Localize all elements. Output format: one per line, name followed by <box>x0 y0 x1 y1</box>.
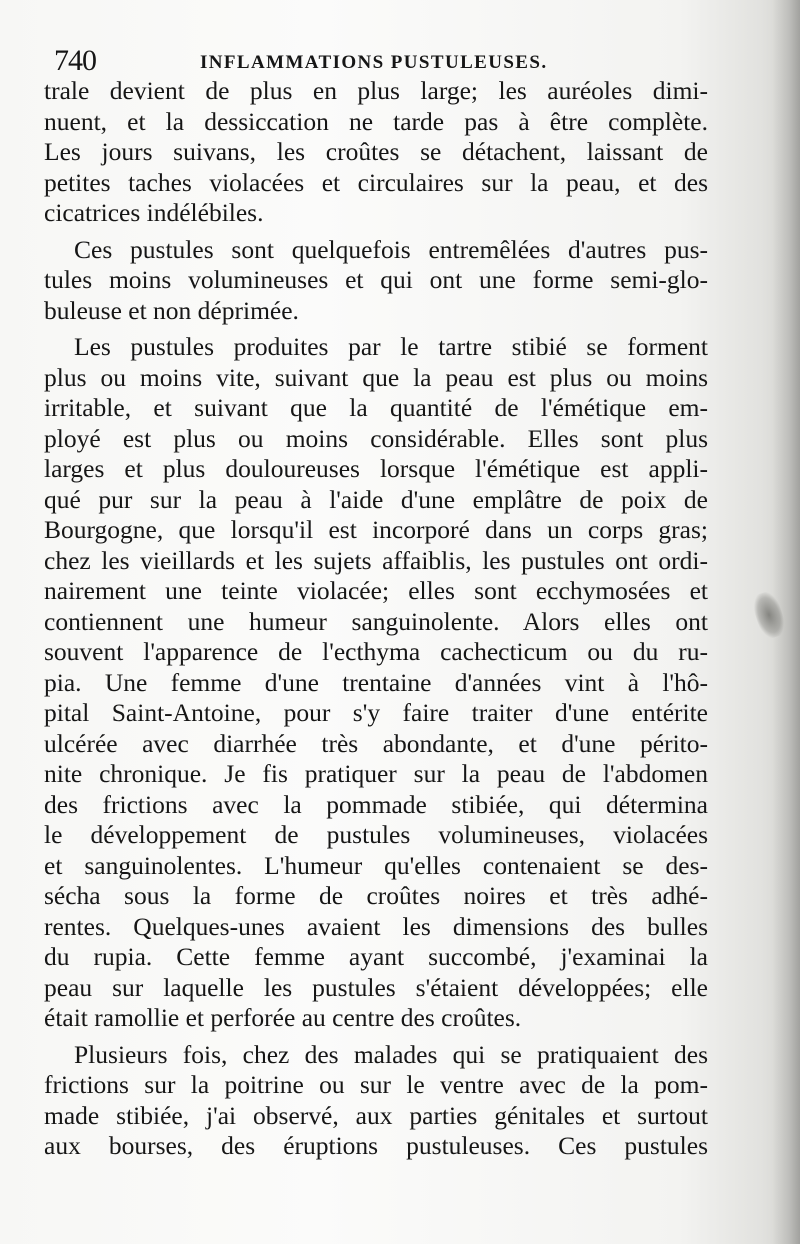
text-line: tules moins volumineuses et qui ont une forme semi-glo- <box>44 265 708 294</box>
text-line: pia. Une femme d'une trentaine d'années vint à l'hô- <box>44 667 708 697</box>
text-line: Bourgogne, que lorsqu'il est incorporé dans un corps gras; <box>44 515 708 544</box>
text-line: Ces pustules sont quelquefois entremêlées d'autres pus- <box>74 234 708 264</box>
text-line: nuent, et la dessiccation ne tarde pas à être complète. <box>44 106 708 136</box>
text-line: nite chronique. Je fis pratiquer sur la peau de l'abdomen <box>44 759 708 788</box>
text-line: made stibiée, j'ai observé, aux parties génitales et surtout <box>44 1100 708 1130</box>
page-header <box>50 44 710 80</box>
text-line: sécha sous la forme de croûtes noires et très adhé- <box>44 881 708 910</box>
text-line: frictions sur la poitrine ou sur le ventre avec de la pom- <box>44 1070 708 1099</box>
text-line: nairement une teinte violacée; elles sont ecchymosées et <box>44 576 708 605</box>
text-line: ployé est plus ou moins considérable. Elles sont plus <box>44 423 708 453</box>
text-line: trale devient de plus en plus large; les auréoles dimi- <box>44 76 708 105</box>
body-text <box>44 76 708 1162</box>
text-line: plus ou moins vite, suivant que la peau est plus ou moins <box>44 362 708 392</box>
running-head: INFLAMMATIONS PUSTULEUSES. <box>200 52 548 73</box>
text-line: pital Saint-Antoine, pour s'y faire traiter d'une entérite <box>44 698 708 727</box>
text-line: qué pur sur la peau à l'aide d'une emplâtre de poix de <box>44 484 708 514</box>
text-line: larges et plus douloureuses lorsque l'émétique est appli- <box>44 454 708 483</box>
text-line: souvent l'apparence de l'ecthyma cachecticum ou du ru- <box>44 637 708 666</box>
text-line: était ramollie et perforée au centre des croûtes. <box>44 1003 522 1032</box>
text-line: et sanguinolentes. L'humeur qu'elles contenaient se des- <box>44 850 708 880</box>
text-line: aux bourses, des éruptions pustuleuses. Ces pustules <box>44 1131 708 1160</box>
text-line: rentes. Quelques-unes avaient les dimensions des bulles <box>44 911 708 941</box>
text-line: irritable, et suivant que la quantité de l'émétique em- <box>44 393 708 422</box>
text-line: buleuse et non déprimée. <box>44 295 299 325</box>
page-number: 740 <box>54 44 96 77</box>
text-line: du rupia. Cette femme ayant succombé, j'examinai la <box>44 942 708 971</box>
text-line: ulcérée avec diarrhée très abondante, et d'une périto- <box>44 728 708 758</box>
text-line: peau sur laquelle les pustules s'étaient développées; elle <box>44 972 708 1002</box>
text-line: des frictions avec la pommade stibiée, qui détermina <box>44 789 708 819</box>
text-line: Les pustules produites par le tartre stibié se forment <box>74 332 708 361</box>
text-line: Plusieurs fois, chez des malades qui se pratiquaient des <box>74 1039 708 1069</box>
text-line: le développement de pustules volumineuses, violacées <box>44 820 708 849</box>
text-line: chez les vieillards et les sujets affaiblis, les pustules ont ordi- <box>44 545 708 575</box>
text-line: cicatrices indélébiles. <box>44 198 264 227</box>
text-line: petites taches violacées et circulaires sur la peau, et des <box>44 167 708 197</box>
text-line: Les jours suivans, les croûtes se détachent, laissant de <box>44 137 708 166</box>
text-line: contiennent une humeur sanguinolente. Alors elles ont <box>44 606 708 636</box>
